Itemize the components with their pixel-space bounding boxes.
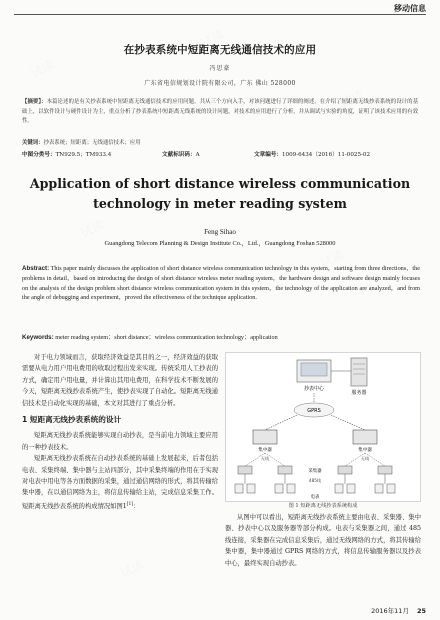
english-keywords — [22, 332, 420, 341]
chinese-abstract-label: 【摘要】： — [22, 99, 47, 105]
english-abstract-text: This paper mainly discusses the application of short distance wireless communication technology in this system，starting from three directions，the problems in detail，based on introducing the design of short distance wireless meter reading system，the hardware design and software design mainly focuses on the analysis of the design problem short distance wireless communication system in this system，the technology of the application are analyzed，and from the angle of debugging and experiment，proved the effectiveness of the technique application. — [22, 265, 420, 302]
article-number-label: 文章编号： — [254, 152, 282, 158]
label-concentrator-1: 集中器 — [258, 448, 272, 453]
intro-paragraph: 对于电力领域而言，获取经济效益是其目的之一，经济效益的获取需要从电力用户用电费用的收取过程出发来实现。传统采用人工抄表的方式，确定用户用电量，并计算出其用电费用，在科学技术不断发展的今天，短距离无线抄表系统产生，使抄表实现了自动化。短距离无线通信技术是自动化实现的基础，本文对其进行了重点分析。 — [22, 354, 218, 407]
doc-code-label: 文献标识码： — [162, 152, 196, 158]
issue-date: 2016年11月 — [371, 607, 409, 615]
document-code — [162, 150, 200, 158]
chinese-keywords — [22, 138, 418, 146]
english-abstract-label: Abstract: — [22, 265, 50, 272]
gprs-link — [294, 403, 334, 417]
section-1-paragraph-2-tail: ： — [133, 502, 140, 510]
chinese-keywords-text: 抄表系统；短距离；无线通信技术；应用 — [43, 140, 141, 146]
chinese-keywords-label: 关键词： — [22, 140, 44, 146]
header-rule — [14, 14, 426, 15]
article-number-value: 1009-6434（2016）11-0025-02 — [281, 152, 371, 158]
label-meter: 电表 — [310, 495, 320, 500]
page-number: 25 — [416, 607, 426, 615]
system-diagram-svg — [225, 352, 421, 502]
section-1-heading: 1 短距离无线抄表系统的设计 — [22, 415, 122, 425]
chinese-title: 在抄表系统中短距离无线通信技术的应用 — [123, 44, 317, 56]
doc-code-value: A — [195, 152, 200, 158]
clc-number — [22, 150, 111, 158]
page-footer — [371, 606, 426, 615]
watermark — [117, 555, 146, 581]
right-column — [225, 512, 421, 569]
english-keywords-label: Keywords: — [22, 334, 54, 341]
label-wireless-1: 无线 — [260, 456, 270, 461]
section-1-paragraph-1: 短距离无线抄表系统能够实现自动抄表，是当前电力领域主要应用的一种抄表技术。 — [22, 432, 218, 451]
chinese-affiliation: 广东省电信规划设计院有限公司，广东 佛山 528000 — [144, 80, 296, 87]
server — [351, 358, 367, 396]
english-abstract — [22, 264, 420, 303]
section-1-paragraph-2 — [22, 453, 218, 512]
figure-caption: 图 1 短距离无线抄表系统构成 — [288, 503, 358, 509]
label-concentrator-2: 集中器 — [358, 448, 372, 453]
page-header — [0, 0, 440, 16]
english-author: Feng Sihao — [204, 228, 236, 236]
label-485: 485线 — [308, 478, 322, 483]
clc-value: TN929.5；TM933.4 — [55, 152, 112, 158]
section-1-paragraph-2-text: 短距离无线抄表系统在自动抄表系统的基础上发展起来，后者包括电表、采集终端、集中器与主站四部分，其中采集终端的作用在于实现对电表中用电等各方面数据的采集，通过通信网络的形式，将其传输给集中器，在以通信网络为主，将信息传输给主站，完成信息采集工作。短距离无线抄表系统的构成情况如图1 — [22, 455, 218, 510]
clc-label: 中图分类号： — [22, 152, 56, 158]
label-wireless-2: 无线 — [360, 456, 370, 461]
english-title: Application of short distance wireless communication technology in meter reading system — [29, 176, 411, 211]
label-gprs: GPRS — [307, 408, 321, 414]
section-label: 移动信息 — [394, 4, 426, 13]
label-server: 服务器 — [351, 390, 367, 396]
left-column — [22, 352, 218, 512]
system-diagram — [225, 352, 421, 502]
label-meter-center: 抄表中心 — [303, 386, 325, 392]
right-paragraph-1: 从图中可以看出，短距离无线抄表系统主要由电表、采集器、集中器、抄表中心以及服务器等部分构成。电表与采集器之间，通过 485 线连接，采集器在完成信息采集后，通过无线网络的方式，将其传输给集中器，集中器通过 GPRS 网络的方式，将信息传输服务器以及抄表中心，最终实现自动抄表。 — [225, 514, 421, 567]
english-affiliation: Guangdong Telecom Planning & Design Institute Co.，Ltd.，Guangdong Foshan 528000 — [104, 240, 336, 247]
article-number — [254, 150, 370, 158]
chinese-abstract — [22, 98, 418, 127]
label-collector: 采集器 — [308, 469, 322, 474]
chinese-author: 冯思豪 — [209, 65, 231, 72]
english-keywords-text: meter reading system；short distance；wireless communication technology；application — [53, 334, 278, 341]
citation-ref[interactable]: [1] — [126, 501, 134, 507]
chinese-abstract-text: 本篇论述的是有关抄表系统中短距离无线通信技术的应用问题，共从三个方向入手，对该问题进行了详细的阐述。在介绍了短距离无线抄表系统的设计的基础上，以软件设计与硬件设计为主，重点分析了抄表系统中短距离无线系统的设计问题，对技术的应用进行了分析，并从调试与实验的角度，证明了该技术应用的有效性。 — [22, 99, 418, 125]
